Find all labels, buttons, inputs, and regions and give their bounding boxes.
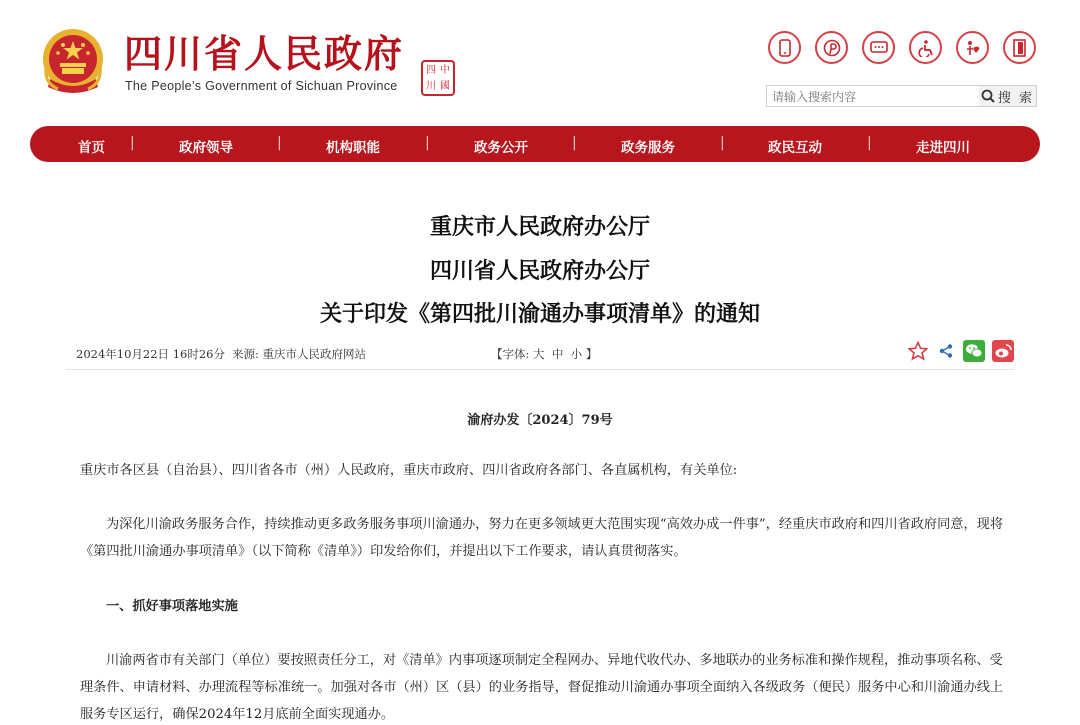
main-nav [30,126,1040,162]
article-title-line2: 四川省人民政府办公厅 [429,258,650,284]
nav-item-services[interactable]: 政务服务 [621,140,675,156]
nav-item-interaction[interactable]: 政民互动 [768,140,822,156]
nav-item-functions[interactable]: 机构职能 [326,140,380,156]
share-icon[interactable] [935,340,957,362]
favorite-star-icon[interactable] [907,340,929,362]
search-button[interactable] [979,85,1037,107]
door-exit-icon[interactable] [1003,31,1036,64]
article-source: 来源: 重庆市人民政府网站 [232,347,367,361]
national-emblem-icon [40,27,106,97]
search-field [766,85,980,107]
font-size-large[interactable]: 大 [533,347,545,361]
nav-separator: | [130,135,135,151]
seal-char: 國 [440,80,450,92]
elder-care-icon[interactable] [956,31,989,64]
wechat-icon[interactable] [963,340,985,362]
seal-char: 中 [440,64,450,76]
site-subtitle: The People’s Government of Sichuan Province [125,79,398,93]
site-title[interactable]: 四川省人民政府 [124,32,405,76]
nav-separator: | [572,135,577,151]
nav-separator: | [425,135,430,151]
header-tools [768,31,1038,65]
font-size-close: 】 [585,347,598,361]
section-heading: 一、抓好事项落地实施 [106,599,238,614]
meta-divider [66,369,1014,370]
seal-char: 四 [426,64,436,76]
nav-separator: | [720,135,725,151]
article-title-line3: 关于印发《第四批川渝通办事项清单》的通知 [319,301,760,327]
nav-separator: | [277,135,282,151]
font-size-switcher [491,346,597,362]
body-paragraph: 川渝两省市有关部门（单位）要按照责任分工，对《清单》内事项逐项制定全程网办、异地代收代办、多地联办的业务标准和操作规程，推动事项名称、受理条件、申请材料、办理流程等标准统一。加强对各市（州）区（县）的业务指导，督促推动川渝通办事项全面纳入各级政务（便民）服务中心和川渝通办线上服务专区运行，确保2024年12月底前全面实现通办。 [80,653,1004,722]
font-size-label: 【字体: [491,347,530,361]
nav-item-open-gov[interactable]: 政务公开 [474,140,528,156]
font-size-medium[interactable]: 中 [551,347,564,361]
publish-date: 2024年10月22日 16时26分 [76,347,225,361]
accessibility-icon[interactable] [909,31,942,64]
article-title-line1: 重庆市人民政府办公厅 [429,214,650,240]
pinterest-icon[interactable] [815,31,848,64]
search-input[interactable] [767,87,979,107]
font-size-small[interactable]: 小 [570,347,583,361]
weibo-icon[interactable] [992,340,1014,362]
message-icon[interactable] [862,31,895,64]
sichuan-seal-logo [421,60,455,96]
site-header [0,0,1080,120]
search-button-label: 搜 索 [997,90,1035,106]
document-number: 渝府办发〔2024〕79号 [467,413,613,428]
seal-char: 川 [426,80,436,92]
body-paragraph: 为深化川渝政务服务合作，持续推动更多政务服务事项川渝通办，努力在更多领域更大范围实现“高效办成一件事”，经重庆市政府和四川省政府同意，现将《第四批川渝通办事项清单》（以下简称《清单》）印发给你们，并提出以下工作要求，请认真贯彻落实。 [80,517,1004,559]
nav-separator: | [867,135,872,151]
nav-item-about-sichuan[interactable]: 走进四川 [916,140,970,156]
addressee-line: 重庆市各区县（自治县）、四川省各市（州）人民政府，重庆市政府、四川省政府各部门、各直属机构，有关单位: [80,463,738,478]
mobile-icon[interactable] [768,31,801,64]
nav-item-home[interactable]: 首页 [78,140,105,156]
search-icon [981,89,995,103]
nav-item-leaders[interactable]: 政府领导 [179,140,233,156]
